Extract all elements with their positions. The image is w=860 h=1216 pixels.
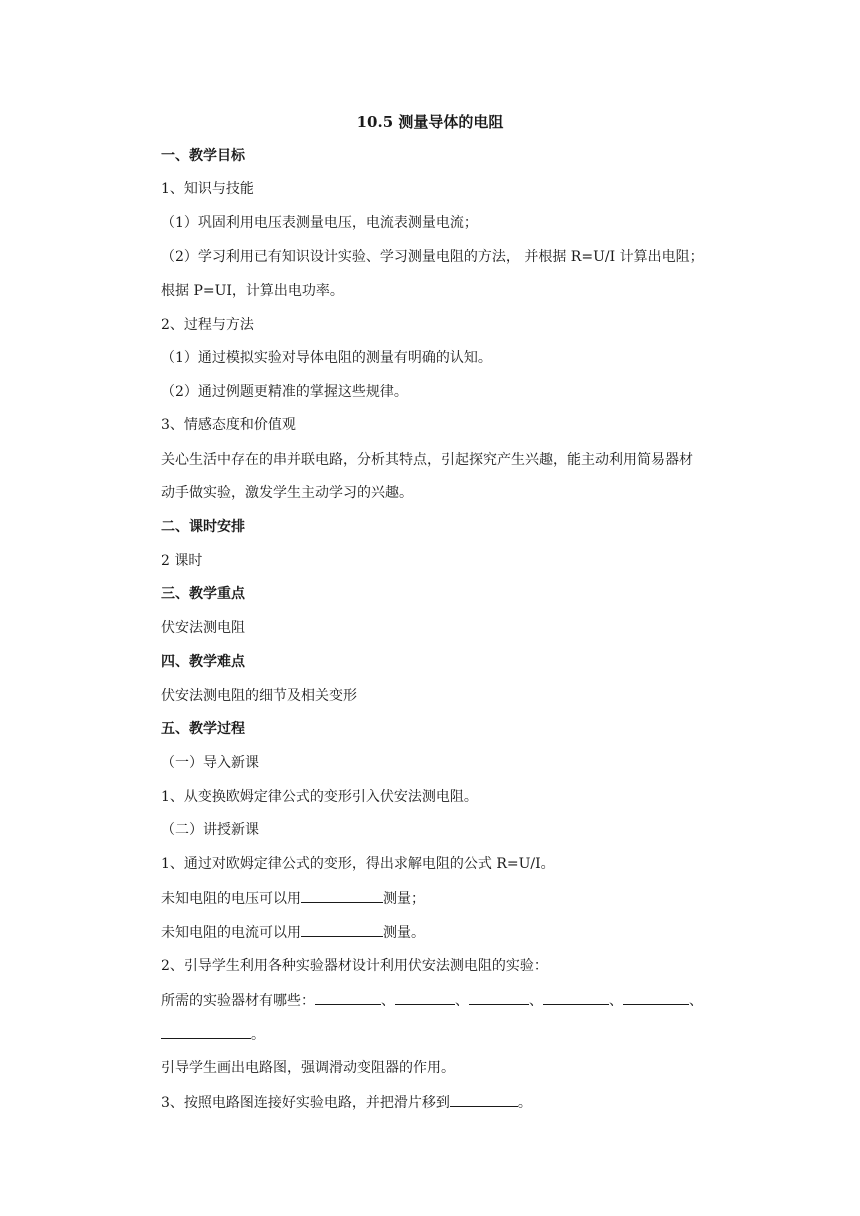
- answer-blank[interactable]: [395, 990, 455, 1005]
- question-text: 未知电阻的电压可以用: [161, 891, 301, 907]
- document-title: 10.5 测量导体的电阻: [356, 113, 504, 131]
- separator: 、: [455, 993, 469, 1009]
- question-text: 测量；: [383, 891, 425, 907]
- fill-in-line: [161, 990, 703, 1011]
- heading-difficulties: 四、教学难点: [161, 654, 245, 670]
- fill-in-line: [161, 888, 425, 909]
- paragraph: 2 课时: [161, 553, 203, 569]
- paragraph: 1、从变换欧姆定律公式的变形引入伏安法测电阻。: [161, 789, 478, 805]
- answer-blank[interactable]: [543, 990, 609, 1005]
- paragraph: 关心生活中存在的串并联电路，分析其特点，引起探究产生兴趣，能主动利用简易器材: [161, 452, 693, 468]
- subheading-process: 2、过程与方法: [161, 317, 254, 333]
- separator: 、: [529, 993, 543, 1009]
- answer-blank[interactable]: [623, 990, 689, 1005]
- paragraph: （2）学习利用已有知识设计实验、学习测量电阻的方法， 并根据 R=U/I 计算出电阻；: [161, 249, 704, 265]
- paragraph: 1、通过对欧姆定律公式的变形，得出求解电阻的公式 R=U/I。: [161, 856, 555, 872]
- answer-blank[interactable]: [161, 1024, 251, 1039]
- subheading-knowledge: 1、知识与技能: [161, 181, 254, 197]
- subheading-intro: （一）导入新课: [161, 755, 259, 771]
- paragraph: 动手做实验，激发学生主动学习的兴趣。: [161, 485, 413, 501]
- answer-blank[interactable]: [301, 888, 383, 903]
- paragraph: （2）通过例题更精准的掌握这些规律。: [161, 384, 408, 400]
- heading-objectives: 一、教学目标: [161, 148, 245, 164]
- paragraph: 2、引导学生利用各种实验器材设计利用伏安法测电阻的实验：: [161, 958, 548, 974]
- fill-in-line: [161, 1024, 265, 1045]
- answer-blank[interactable]: [315, 990, 381, 1005]
- question-text: 未知电阻的电流可以用: [161, 925, 301, 941]
- heading-process: 五、教学过程: [161, 721, 245, 737]
- separator: 、: [609, 993, 623, 1009]
- answer-blank[interactable]: [469, 990, 529, 1005]
- separator: 、: [689, 993, 703, 1009]
- heading-schedule: 二、课时安排: [161, 519, 245, 535]
- separator: 、: [381, 993, 395, 1009]
- paragraph: （1）巩固利用电压表测量电压，电流表测量电流；: [161, 215, 478, 231]
- question-text: 测量。: [383, 925, 425, 941]
- subheading-lecture: （二）讲授新课: [161, 822, 259, 838]
- subheading-values: 3、情感态度和价值观: [161, 417, 296, 433]
- paragraph: 根据 P=UI，计算出电功率。: [161, 283, 344, 299]
- question-text: 所需的实验器材有哪些：: [161, 993, 315, 1009]
- paragraph: 引导学生画出电路图，强调滑动变阻器的作用。: [161, 1060, 455, 1076]
- fill-in-line: [161, 922, 425, 943]
- question-text: 3、按照电路图连接好实验电路，并把滑片移到: [161, 1095, 450, 1111]
- fill-in-line: [161, 1092, 532, 1113]
- heading-key-points: 三、教学重点: [161, 586, 245, 602]
- paragraph: 伏安法测电阻的细节及相关变形: [161, 688, 357, 704]
- paragraph: （1）通过模拟实验对导体电阻的测量有明确的认知。: [161, 350, 492, 366]
- answer-blank[interactable]: [301, 922, 383, 937]
- sentence-end: 。: [251, 1027, 265, 1043]
- answer-blank[interactable]: [450, 1092, 518, 1107]
- sentence-end: 。: [517, 1095, 532, 1111]
- paragraph: 伏安法测电阻: [161, 620, 245, 636]
